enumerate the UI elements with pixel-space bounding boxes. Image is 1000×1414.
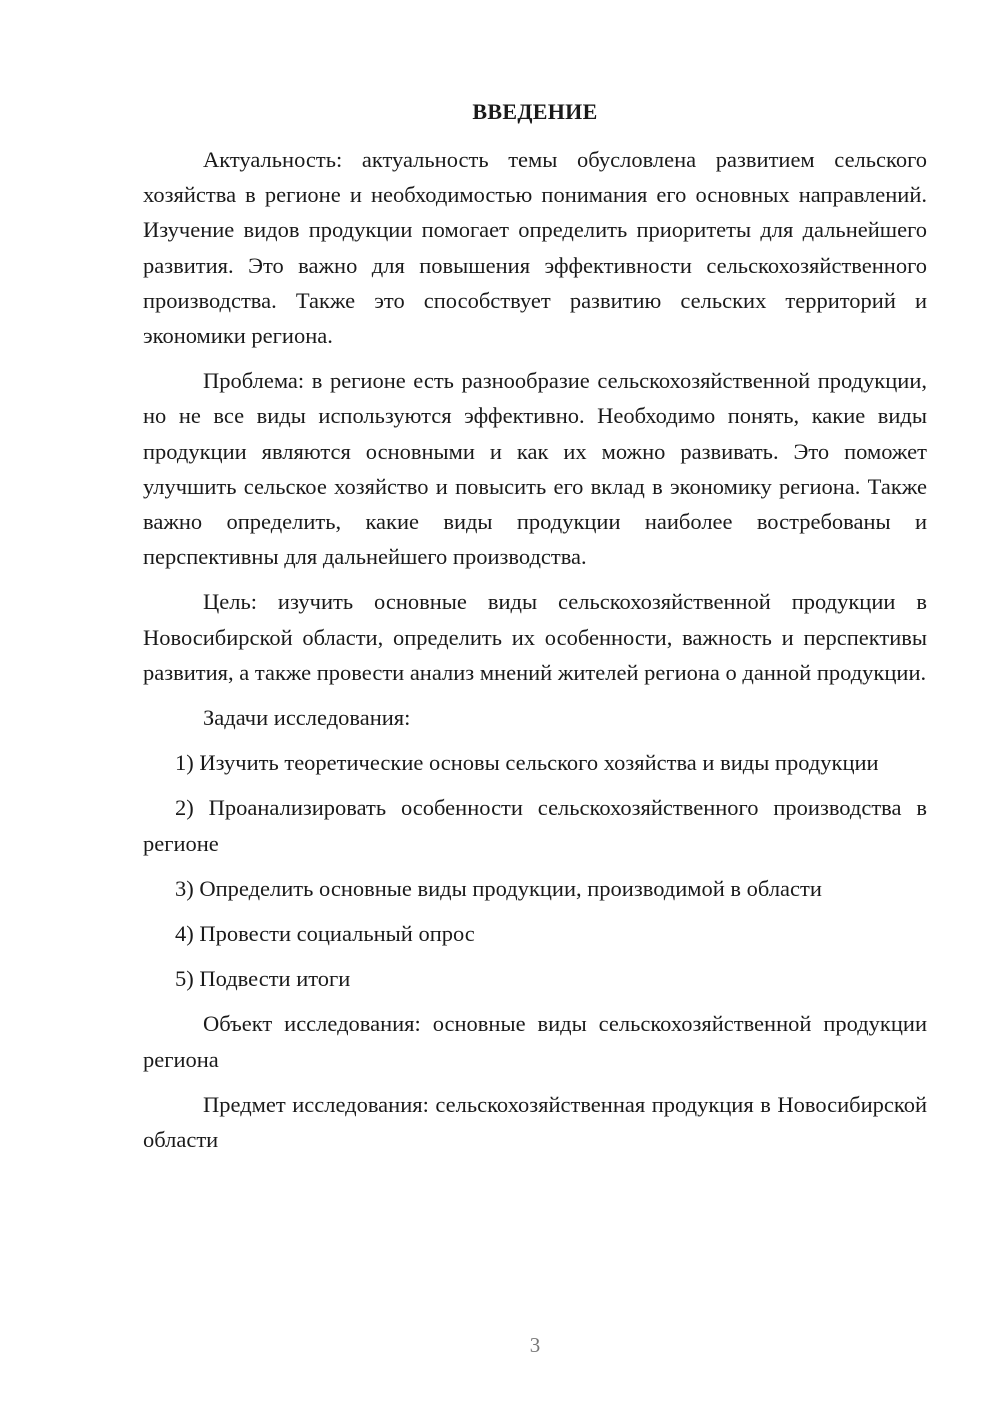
- paragraph-problem: Проблема: в регионе есть разнообразие сельскохозяйственной продукции, но не все виды используются эффективно. Необходимо понять, какие виды продукции являются основными и как их можно развивать. Это поможет улучшить сельское хозяйство и повысить его вклад в экономику региона. Также важно определить, какие виды продукции наиболее востребованы и перспективны для дальнейшего производства.: [143, 368, 927, 570]
- paragraph-tasks-heading: Задачи исследования:: [203, 705, 411, 731]
- task-item-1: 1) Изучить теоретические основы сельского хозяйства и виды продукции: [175, 750, 879, 776]
- page-title: ВВЕДЕНИЕ: [472, 99, 598, 124]
- paragraph-subject: Предмет исследования: сельскохозяйственная продукция в Новосибирской области: [143, 1091, 927, 1153]
- task-item-2: 2) Проанализировать особенности сельскохозяйственного производства в регионе: [143, 795, 927, 856]
- document-body: [143, 142, 927, 1167]
- task-item-4: 4) Провести социальный опрос: [175, 921, 475, 947]
- paragraph-relevance: Актуальность: актуальность темы обусловлена развитием сельского хозяйства в регионе и необходимостью понимания его основных направлений. Изучение видов продукции помогает определить приоритеты для дальнейшего развития. Это важно для повышения эффективности сельскохозяйственного производства. Также это способствует развитию сельских территорий и экономики региона.: [143, 147, 927, 349]
- document-page: [143, 0, 927, 1414]
- paragraph-goal: Цель: изучить основные виды сельскохозяйственной продукции в Новосибирской области, определить их особенности, важность и перспективы развития, а также провести анализ мнений жителей региона о данной продукции.: [143, 589, 927, 685]
- task-item-3: 3) Определить основные виды продукции, производимой в области: [175, 875, 822, 901]
- paragraph-object: Объект исследования: основные виды сельскохозяйственной продукции региона: [143, 1011, 927, 1072]
- page-number: 3: [529, 1333, 541, 1357]
- task-item-5: 5) Подвести итоги: [175, 966, 351, 992]
